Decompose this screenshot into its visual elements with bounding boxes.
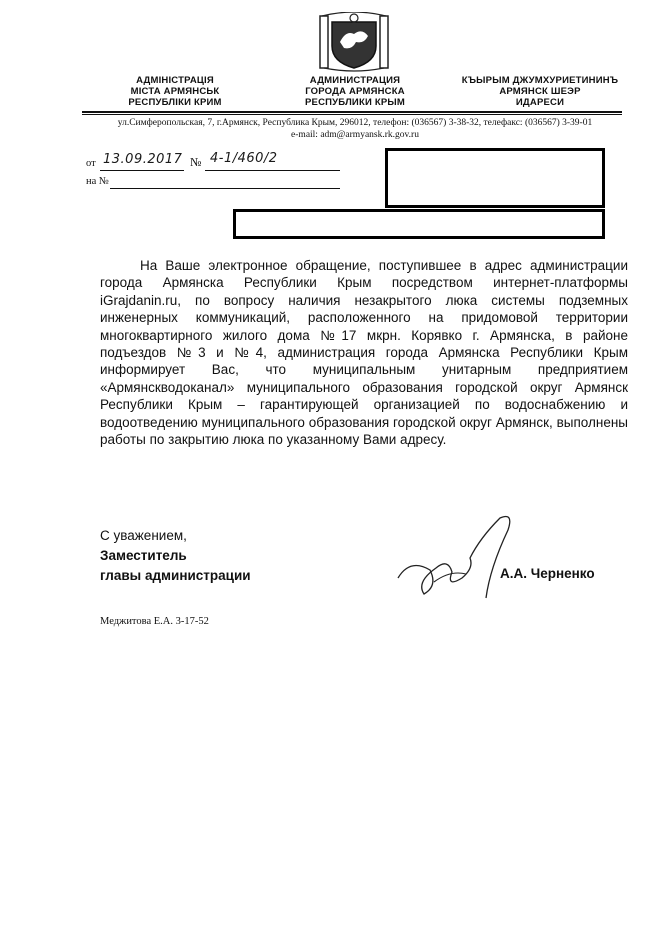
email-line: e-mail: adm@armyansk.rk.gov.ru [291, 130, 419, 140]
coat-of-arms-icon [318, 12, 390, 72]
header-crimean-tatar [450, 75, 630, 108]
header-line: РЕСПУБЛИКИ КРЫМ [305, 97, 405, 108]
position-line-1: Заместитель [100, 548, 187, 563]
incoming-number-underline [110, 188, 340, 189]
address-line: ул.Симферопольская, 7, г.Армянск, Республика Крым, 296012, телефон: (036567) 3-38-32, телефакс: (036567) 3-39-01 [117, 118, 593, 128]
date-underline [100, 170, 184, 171]
header-line: АДМІНІСТРАЦІЯ [136, 75, 214, 86]
number-label: № [190, 155, 202, 169]
contact-block [80, 117, 630, 141]
header-line: КЪЫРЫМ ДЖУМХУРИЕТИНИНЪ [461, 75, 619, 86]
header-line: ИДАРЕСИ [515, 97, 565, 108]
header-divider-thin [82, 114, 622, 115]
number-underline [205, 170, 340, 171]
letter-body [100, 257, 628, 448]
header-russian [280, 75, 430, 108]
header-divider [82, 111, 622, 113]
header-ukrainian [100, 75, 250, 108]
handwritten-signature [390, 508, 530, 608]
position-line-2: главы администрации [100, 568, 251, 583]
signatory-name: А.А. Черненко [500, 566, 595, 581]
header-line: МІСТА АРМЯНСЬК [130, 86, 220, 97]
body-paragraph: На Ваше электронное обращение, поступившее в адрес администрации города Армянска Республики Крым посредством интернет-платформы iGrajdanin.ru, по вопросу наличия незакрытого люка системы подземных инженерных коммуникаций, расположенного на придомовой территории многоквартирного жилого дома №17 мкрн. Корявко г. Армянска, в районе подъездов №3 и №4, администрация города Армянска Республики Крым информирует Вас, что муниципальным унитарным предприятием «Армянскводоканал» муниципального образования городской округ Армянск Республики Крым – гарантирующей организацией по водоснабжению и водоотведению муниципального образования городской округ Армянск, выполнены работы по закрытию люка по указанному Вами адресу. [100, 258, 628, 448]
header-line: ГОРОДА АРМЯНСКА [305, 86, 405, 97]
header-line: РЕСПУБЛІКИ КРИМ [128, 97, 222, 108]
handwritten-date: 13.09.2017 [103, 152, 183, 167]
regards-line: С уважением, [100, 528, 187, 543]
incoming-number-label: на № [86, 176, 109, 187]
executor-contact: Меджитова Е.А. 3-17-52 [100, 616, 209, 627]
closing-block [100, 526, 251, 586]
handwritten-number: 4-1/460/2 [210, 151, 278, 166]
redacted-recipient-block [385, 148, 605, 208]
redacted-address-line [233, 209, 605, 239]
header-line: АРМЯНСК ШЕЭР [499, 86, 581, 97]
header-line: АДМИНИСТРАЦИЯ [309, 75, 401, 86]
from-label: от [86, 158, 96, 169]
